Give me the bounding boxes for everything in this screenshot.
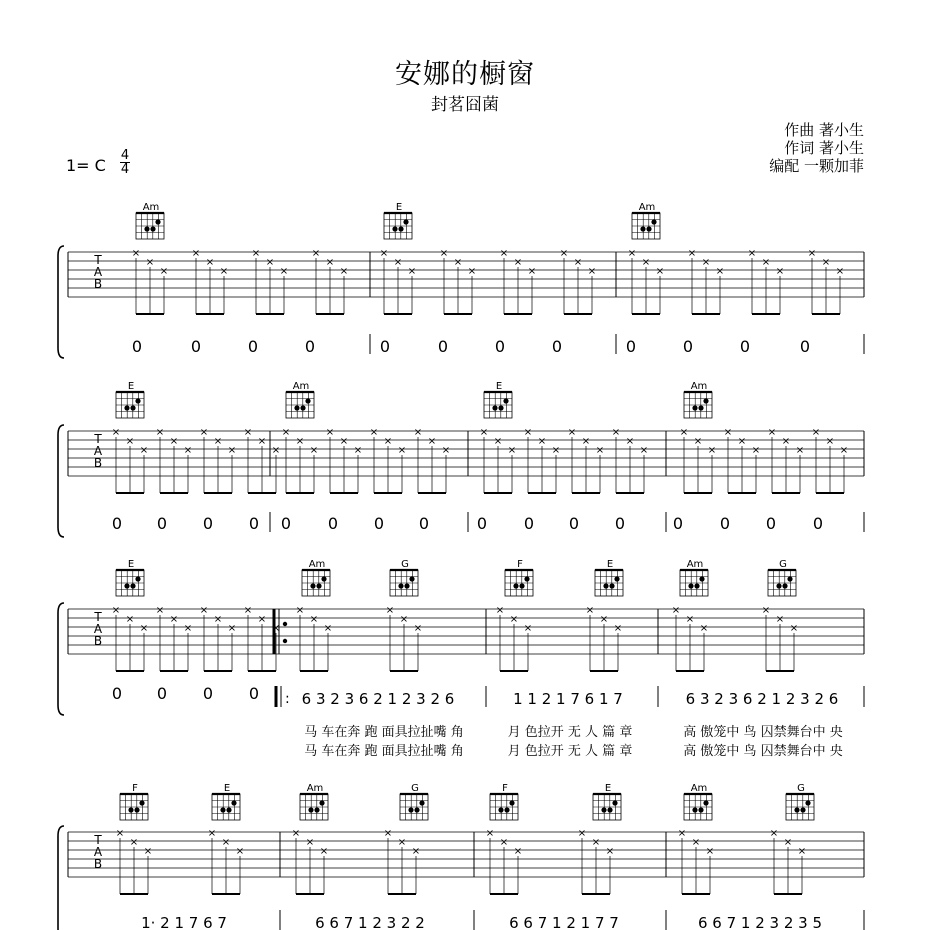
sys4-chord-4-dot (419, 800, 424, 805)
sys3-chord-4-dot (524, 576, 529, 581)
sys1-measure-2-note: × (527, 266, 537, 277)
sys4-chord-5-dot (498, 807, 503, 812)
sys4-measure-2-note: × (383, 828, 393, 839)
sys3-chord-1-label: E (127, 559, 135, 570)
sys1-rhythm-number: 0 (304, 337, 316, 356)
sys2-measure-3-note: × (595, 445, 605, 456)
time-signature-bottom: 4 (120, 162, 130, 177)
sys2-measure-2-note: × (281, 427, 291, 438)
sys3-measure-3-note: × (599, 614, 609, 625)
sys2-rhythm-number: 0 (614, 514, 626, 533)
tab-letter: B (93, 634, 103, 648)
repeat-dot (283, 622, 287, 626)
sys3-intro-note: × (139, 623, 149, 634)
tab-letter: T (94, 253, 102, 267)
sys3-chord-5-dot (609, 583, 614, 588)
sys2-measure-2-note: × (309, 445, 319, 456)
sys2-measure-1-note: × (243, 427, 253, 438)
sys1-rhythm-number: 0 (437, 337, 449, 356)
sys2-measure-4-note: × (707, 445, 717, 456)
sys1-measure-2-note: × (467, 266, 477, 277)
sys4-measure-3-note: × (499, 837, 509, 848)
sys3-rhythm-number: 0 (156, 684, 168, 703)
sys3-measure-3-note: × (613, 623, 623, 634)
sys3-jianpu-measure: 6 3 2 3 6 2 1 2 3 2 6 (685, 690, 839, 708)
sys1-measure-3-note: × (627, 248, 637, 259)
sys2-measure-4-note: × (737, 436, 747, 447)
sys1-rhythm-number: 0 (247, 337, 259, 356)
sys1-measure-1-note: × (205, 257, 215, 268)
sys1-chord-2-dot (392, 226, 397, 231)
sys2-chord-3-dot (503, 398, 508, 403)
sys4-measure-3-note: × (513, 846, 523, 857)
composer-credit: 作曲 著小生 (784, 121, 864, 139)
sys4-chord-2-label: E (223, 783, 231, 794)
sys3-chord-3-dot (409, 576, 414, 581)
staff-1-brace (58, 246, 64, 358)
sys2-chord-3-label: E (495, 381, 503, 392)
sys1-measure-2-note: × (499, 248, 509, 259)
sys3-intro-note: × (111, 605, 121, 616)
sys1-chord-3-dot (651, 219, 656, 224)
sys3-measure-4-note: × (699, 623, 709, 634)
sys1-measure-2-note: × (439, 248, 449, 259)
sys4-chord-8-dot (794, 807, 799, 812)
sys3-chord-7-dot (787, 576, 792, 581)
sys2-rhythm-number: 0 (111, 514, 123, 533)
sys3-chord-4-dot (519, 583, 524, 588)
sys2-measure-1-note: × (183, 445, 193, 456)
sys3-measure-3-note: × (509, 614, 519, 625)
sys2-rhythm-number: 0 (476, 514, 488, 533)
staff-4-brace (58, 826, 64, 930)
sys2-measure-4-note: × (679, 427, 689, 438)
sys3-rhythm-number: 0 (111, 684, 123, 703)
sys3-chord-2-dot (316, 583, 321, 588)
sys3-intro-note: × (183, 623, 193, 634)
sys3-chord-4-dot (513, 583, 518, 588)
sys4-chord-2-dot (220, 807, 225, 812)
sys3-chord-5-label: E (606, 559, 614, 570)
sys3-lyrics-line-2: 高 傲笼中 鸟 囚禁舞台中 央 (683, 744, 843, 759)
sys2-measure-3-note: × (581, 436, 591, 447)
sys1-chord-1-label: Am (142, 202, 160, 213)
sys4-chord-6-dot (607, 807, 612, 812)
sys4-chord-1-dot (134, 807, 139, 812)
sys2-measure-1-note: × (199, 427, 209, 438)
sys1-rhythm-number: 0 (682, 337, 694, 356)
sys2-rhythm-number: 0 (156, 514, 168, 533)
sys1-measure-3-note: × (687, 248, 697, 259)
sys4-chord-8-dot (800, 807, 805, 812)
sys1-measure-3-note: × (655, 266, 665, 277)
sys2-measure-1-note: × (271, 445, 281, 456)
sys1-chord-2-label: E (395, 202, 403, 213)
sys2-measure-3-note: × (523, 427, 533, 438)
sys2-measure-2-note: × (295, 436, 305, 447)
sys2-rhythm-number: 0 (719, 514, 731, 533)
sys4-measure-1-note: × (115, 828, 125, 839)
sys4-measure-1-note: × (129, 837, 139, 848)
sys1-chord-1-dot (144, 226, 149, 231)
sys3-chord-6-dot (688, 583, 693, 588)
sys1-measure-3-note: × (775, 266, 785, 277)
sys3-measure-4-note: × (789, 623, 799, 634)
sys1-measure-3-note: × (835, 266, 845, 277)
sys2-measure-2-note: × (325, 427, 335, 438)
sys3-chord-6-label: Am (686, 559, 704, 570)
sys4-chord-6-dot (601, 807, 606, 812)
sys1-rhythm-number: 0 (494, 337, 506, 356)
sys1-measure-2-note: × (573, 257, 583, 268)
sys2-measure-2-note: × (413, 427, 423, 438)
sys2-chord-2-dot (300, 405, 305, 410)
sys3-chord-7-label: G (779, 559, 787, 570)
sys4-chord-3-dot (314, 807, 319, 812)
sys2-rhythm-number: 0 (765, 514, 777, 533)
sys4-chord-8-dot (805, 800, 810, 805)
sys3-chord-3-dot (404, 583, 409, 588)
lyricist-credit: 作词 著小生 (784, 139, 864, 157)
sys4-chord-6-dot (612, 800, 617, 805)
sys3-intro-note: × (169, 614, 179, 625)
sys4-measure-2-note: × (397, 837, 407, 848)
sys4-chord-4-dot (414, 807, 419, 812)
sys4-measure-4-note: × (677, 828, 687, 839)
sys1-measure-3-note: × (641, 257, 651, 268)
sys1-rhythm-number: 0 (551, 337, 563, 356)
sys2-chord-2-dot (294, 405, 299, 410)
sys3-chord-7-dot (782, 583, 787, 588)
sys3-chord-5-dot (603, 583, 608, 588)
sys4-chord-3-dot (308, 807, 313, 812)
sys4-measure-4-note: × (691, 837, 701, 848)
tab-letter: B (93, 857, 103, 871)
sys3-chord-7-dot (776, 583, 781, 588)
tab-letter: T (94, 432, 102, 446)
sys4-measure-3-note: × (605, 846, 615, 857)
sys4-measure-2-note: × (305, 837, 315, 848)
sys4-jianpu-measure: 6 6 7 1 2 1 7 7 (509, 914, 619, 930)
sys1-measure-2-note: × (393, 257, 403, 268)
sys3-measure-4-note: × (671, 605, 681, 616)
sys1-rhythm-number: 0 (379, 337, 391, 356)
sys1-measure-1-note: × (219, 266, 229, 277)
sys4-measure-4-note: × (769, 828, 779, 839)
sys2-chord-2-label: Am (292, 381, 310, 392)
sys4-measure-4-note: × (783, 837, 793, 848)
sys3-measure-4-note: × (761, 605, 771, 616)
sys4-jianpu-measure: 6 6 7 1 2 3 2 3 5 (697, 914, 823, 930)
sys2-measure-3-note: × (479, 427, 489, 438)
sys1-measure-2-note: × (587, 266, 597, 277)
sys2-measure-1-note: × (213, 436, 223, 447)
sys2-measure-3-note: × (537, 436, 547, 447)
sys1-chord-3-dot (646, 226, 651, 231)
sys2-measure-4-note: × (839, 445, 849, 456)
sys2-measure-1-note: × (169, 436, 179, 447)
sys4-measure-1-note: × (221, 837, 231, 848)
sys3-chord-4-label: F (517, 559, 523, 570)
tab-letter: A (93, 622, 103, 636)
sys1-chord-1-dot (155, 219, 160, 224)
sys3-jianpu-measure: 6 3 2 3 6 2 1 2 3 2 6 (301, 690, 455, 708)
sys3-jianpu-measure: 1 1 2 1 7 6 1 7 (513, 690, 623, 708)
sys1-measure-1-note: × (311, 248, 321, 259)
sys1-measure-1-note: × (279, 266, 289, 277)
song-artist: 封茗囧菌 (431, 95, 499, 115)
sys3-rhythm-number: 0 (248, 684, 260, 703)
sys2-measure-2-note: × (369, 427, 379, 438)
sys2-measure-4-note: × (781, 436, 791, 447)
sys1-rhythm-number: 0 (190, 337, 202, 356)
sys3-chord-6-dot (694, 583, 699, 588)
sys1-measure-1-note: × (251, 248, 261, 259)
sys3-chord-3-dot (398, 583, 403, 588)
sys4-chord-7-dot (698, 807, 703, 812)
sys3-intro-note: × (125, 614, 135, 625)
sys4-chord-6-label: E (604, 783, 612, 794)
time-signature-top: 4 (120, 148, 130, 163)
sys1-chord-3-label: Am (638, 202, 656, 213)
sys4-chord-8-label: G (797, 783, 805, 794)
sys4-measure-4-note: × (705, 846, 715, 857)
sys3-lyrics-line-2: 马 车在奔 跑 面具拉扯嘴 角 (304, 744, 464, 759)
sys4-chord-5-label: F (502, 783, 508, 794)
sys1-chord-1-dot (150, 226, 155, 231)
sys3-intro-note: × (155, 605, 165, 616)
staff-2-brace (58, 425, 64, 537)
sys2-chord-2-dot (305, 398, 310, 403)
sys3-chord-3-label: G (401, 559, 409, 570)
sys3-chord-1-dot (130, 583, 135, 588)
sys3-measure-2-note: × (295, 605, 305, 616)
sys2-measure-3-note: × (625, 436, 635, 447)
arranger-credit: 编配 一颗加菲 (769, 157, 864, 175)
sys4-chord-7-dot (692, 807, 697, 812)
sys1-measure-3-note: × (807, 248, 817, 259)
sys2-measure-3-note: × (493, 436, 503, 447)
sys2-measure-1-note: × (111, 427, 121, 438)
sys1-measure-1-note: × (159, 266, 169, 277)
sys3-intro-note: × (257, 614, 267, 625)
song-title: 安娜的橱窗 (395, 59, 535, 90)
sys3-measure-3-note: × (495, 605, 505, 616)
sys3-intro-note: × (199, 605, 209, 616)
sys1-measure-1-note: × (265, 257, 275, 268)
sys3-intro-note: × (227, 623, 237, 634)
sys4-chord-7-label: Am (690, 783, 708, 794)
sys3-measure-2-note: × (385, 605, 395, 616)
sys2-chord-1-label: E (127, 381, 135, 392)
sys4-chord-1-dot (128, 807, 133, 812)
sys2-measure-2-note: × (427, 436, 437, 447)
sys1-chord-2-dot (403, 219, 408, 224)
sys2-chord-4-dot (698, 405, 703, 410)
sys1-rhythm-number: 0 (131, 337, 143, 356)
sys2-measure-1-note: × (125, 436, 135, 447)
sys4-chord-1-dot (139, 800, 144, 805)
sys2-chord-4-dot (703, 398, 708, 403)
sys4-chord-2-dot (226, 807, 231, 812)
sys3-measure-4-note: × (775, 614, 785, 625)
sys3-lyrics-line-1: 马 车在奔 跑 面具拉扯嘴 角 (304, 725, 464, 740)
tab-letter: B (93, 277, 103, 291)
sys2-rhythm-number: 0 (327, 514, 339, 533)
sys2-measure-1-note: × (227, 445, 237, 456)
sys4-measure-2-note: × (411, 846, 421, 857)
sys2-measure-4-note: × (825, 436, 835, 447)
sys1-measure-2-note: × (379, 248, 389, 259)
sys4-chord-3-dot (319, 800, 324, 805)
sys2-measure-2-note: × (353, 445, 363, 456)
sys3-lyrics-line-2: 月 色拉开 无 人 篇 章 (507, 744, 633, 759)
sys2-measure-1-note: × (155, 427, 165, 438)
sys2-chord-1-dot (130, 405, 135, 410)
sys2-rhythm-number: 0 (418, 514, 430, 533)
sys2-rhythm-number: 0 (248, 514, 260, 533)
sys1-measure-1-note: × (191, 248, 201, 259)
sys2-measure-2-note: × (441, 445, 451, 456)
sys4-chord-3-label: Am (306, 783, 324, 794)
sys3-intro-note: × (271, 623, 281, 634)
sys1-measure-2-note: × (453, 257, 463, 268)
sys2-measure-2-note: × (339, 436, 349, 447)
sys1-measure-1-note: × (145, 257, 155, 268)
sys2-rhythm-number: 0 (373, 514, 385, 533)
sys3-lyrics-line-1: 高 傲笼中 鸟 囚禁舞台中 央 (683, 725, 843, 740)
sys1-rhythm-number: 0 (739, 337, 751, 356)
sys4-measure-2-note: × (291, 828, 301, 839)
sys2-measure-4-note: × (795, 445, 805, 456)
sys2-chord-3-dot (492, 405, 497, 410)
sys3-measure-2-note: × (413, 623, 423, 634)
sys2-measure-3-note: × (551, 445, 561, 456)
sys2-measure-4-note: × (751, 445, 761, 456)
sys1-measure-3-note: × (701, 257, 711, 268)
sys1-measure-1-note: × (131, 248, 141, 259)
sys3-lyrics-line-1: 月 色拉开 无 人 篇 章 (507, 725, 633, 740)
sys1-chord-2-dot (398, 226, 403, 231)
sys4-chord-1-label: F (132, 783, 138, 794)
sys3-measure-3-note: × (523, 623, 533, 634)
sys2-chord-1-dot (135, 398, 140, 403)
sys3-measure-2-note: × (399, 614, 409, 625)
sys4-jianpu-measure: 6 6 7 1 2 3 2 2 (315, 914, 425, 930)
sys3-chord-2-label: Am (308, 559, 326, 570)
sys1-measure-2-note: × (407, 266, 417, 277)
sys2-rhythm-number: 0 (672, 514, 684, 533)
sys2-measure-3-note: × (507, 445, 517, 456)
sys4-measure-4-note: × (797, 846, 807, 857)
sys1-measure-3-note: × (761, 257, 771, 268)
sys3-measure-2-note: × (323, 623, 333, 634)
sys1-measure-3-note: × (747, 248, 757, 259)
sys4-measure-3-note: × (591, 837, 601, 848)
sys2-rhythm-number: 0 (202, 514, 214, 533)
sys2-measure-1-note: × (139, 445, 149, 456)
sys2-chord-3-dot (498, 405, 503, 410)
sys2-measure-4-note: × (693, 436, 703, 447)
sys2-chord-4-label: Am (690, 381, 708, 392)
sys3-intro-note: × (213, 614, 223, 625)
sys4-chord-4-dot (408, 807, 413, 812)
sys4-chord-5-dot (509, 800, 514, 805)
sys3-intro-note: × (243, 605, 253, 616)
sys4-measure-1-note: × (235, 846, 245, 857)
sys3-measure-2-note: × (309, 614, 319, 625)
sys4-jianpu-measure: 1· 2 1 7 6 7 (141, 914, 227, 930)
tab-letter: A (93, 265, 103, 279)
tab-letter: A (93, 845, 103, 859)
sys4-measure-2-note: × (319, 846, 329, 857)
sys4-chord-5-dot (504, 807, 509, 812)
sys4-measure-1-note: × (207, 828, 217, 839)
sys2-rhythm-number: 0 (568, 514, 580, 533)
sys4-chord-2-dot (231, 800, 236, 805)
sys2-measure-4-note: × (723, 427, 733, 438)
sys2-chord-1-dot (124, 405, 129, 410)
sys1-measure-3-note: × (715, 266, 725, 277)
sys3-chord-2-dot (321, 576, 326, 581)
sys3-chord-1-dot (135, 576, 140, 581)
sys1-rhythm-number: 0 (799, 337, 811, 356)
sys4-measure-3-note: × (485, 828, 495, 839)
tab-letter: A (93, 444, 103, 458)
sys4-measure-3-note: × (577, 828, 587, 839)
sys3-chord-5-dot (614, 576, 619, 581)
staff-3-brace (58, 603, 64, 715)
sys1-measure-3-note: × (821, 257, 831, 268)
sys3-rhythm-number: 0 (202, 684, 214, 703)
sys2-measure-1-note: × (257, 436, 267, 447)
sys3-measure-3-note: × (585, 605, 595, 616)
sys4-chord-4-label: G (411, 783, 419, 794)
key-signature: 1= C (66, 156, 106, 175)
sys1-measure-2-note: × (513, 257, 523, 268)
sys2-measure-2-note: × (397, 445, 407, 456)
sys1-measure-2-note: × (559, 248, 569, 259)
sys2-measure-4-note: × (767, 427, 777, 438)
tab-letter: T (94, 610, 102, 624)
sys4-chord-7-dot (703, 800, 708, 805)
sys2-rhythm-number: 0 (523, 514, 535, 533)
sys1-chord-3-dot (640, 226, 645, 231)
sys2-rhythm-number: 0 (812, 514, 824, 533)
sys2-measure-3-note: × (567, 427, 577, 438)
sys1-measure-1-note: × (339, 266, 349, 277)
repeat-dots: : (285, 691, 290, 707)
sys2-measure-2-note: × (383, 436, 393, 447)
sys3-chord-1-dot (124, 583, 129, 588)
repeat-dot (283, 639, 287, 643)
tab-letter: B (93, 456, 103, 470)
sys2-measure-4-note: × (811, 427, 821, 438)
sys2-measure-3-note: × (639, 445, 649, 456)
sys3-chord-2-dot (310, 583, 315, 588)
sys2-measure-3-note: × (611, 427, 621, 438)
sys2-rhythm-number: 0 (280, 514, 292, 533)
sys4-measure-1-note: × (143, 846, 153, 857)
sys3-measure-4-note: × (685, 614, 695, 625)
sys1-rhythm-number: 0 (625, 337, 637, 356)
tab-letter: T (94, 833, 102, 847)
sys1-measure-1-note: × (325, 257, 335, 268)
sys2-chord-4-dot (692, 405, 697, 410)
sys3-chord-6-dot (699, 576, 704, 581)
